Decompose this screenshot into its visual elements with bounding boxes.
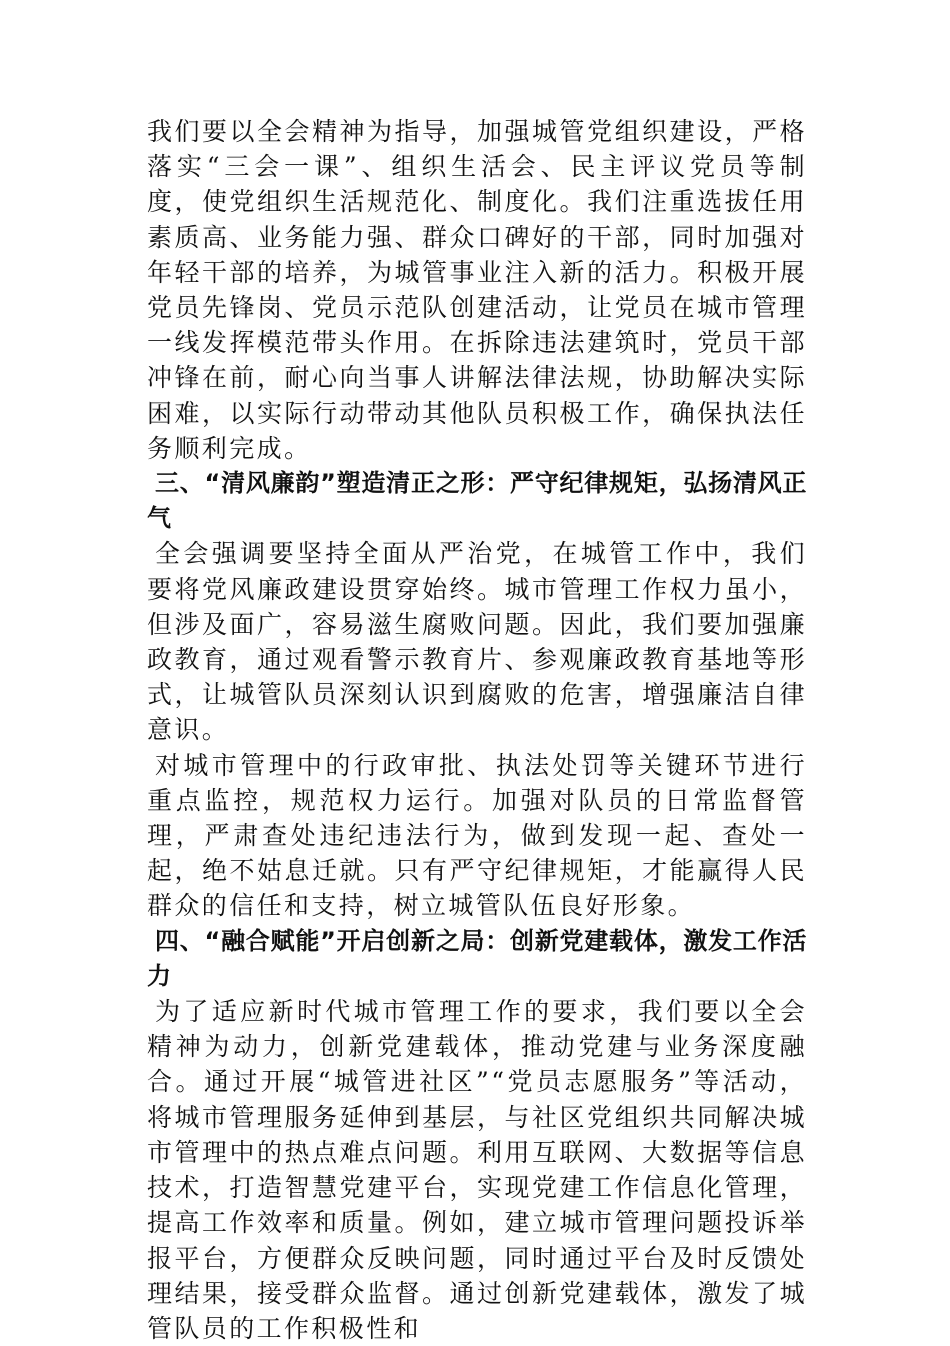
- section-heading: 三、“清风廉韵”塑造清正之形：严守纪律规矩，弘扬清风正气: [147, 469, 807, 533]
- body-paragraph: 我们要以全会精神为指导，加强城管党组织建设，严格落实“三会一课”、组织生活会、民主评议党员等制度，使党组织生活规范化、制度化。我们注重选拔任用素质高、业务能力强、群众口碑好的干部，同时加强对年轻干部的培养，为城管事业注入新的活力。积极开展党员先锋岗、党员示范队创建活动，让党员在城市管理一线发挥模范带头作用。在拆除违法建筑时，党员干部冲锋在前，耐心向当事人讲解法律法规，协助解决实际困难，以实际行动带动其他队员积极工作，确保执法任务顺利完成。: [147, 117, 807, 463]
- section-heading: 四、“融合赋能”开启创新之局：创新党建载体，激发工作活力: [147, 926, 807, 990]
- body-paragraph: 对城市管理中的行政审批、执法处罚等关键环节进行重点监控，规范权力运行。加强对队员的日常监督管理，严肃查处违纪违法行为，做到发现一起、查处一起，绝不姑息迁就。只有严守纪律规矩，才能赢得人民群众的信任和支持，树立城管队伍良好形象。: [147, 750, 807, 921]
- document-body: [147, 114, 807, 1346]
- body-paragraph: 为了适应新时代城市管理工作的要求，我们要以全会精神为动力，创新党建载体，推动党建与业务深度融合。通过开展“城管进社区”“党员志愿服务”等活动，将城市管理服务延伸到基层，与社区党组织共同解决城市管理中的热点难点问题。利用互联网、大数据等信息技术，打造智慧党建平台，实现党建工作信息化管理，提高工作效率和质量。例如，建立城市管理问题投诉举报平台，方便群众反映问题，同时通过平台及时反馈处理结果，接受群众监督。通过创新党建载体，激发了城管队员的工作积极性和: [147, 997, 807, 1343]
- body-paragraph: 全会强调要坚持全面从严治党，在城管工作中，我们要将党风廉政建设贯穿始终。城市管理工作权力虽小，但涉及面广，容易滋生腐败问题。因此，我们要加强廉政教育，通过观看警示教育片、参观廉政教育基地等形式，让城管队员深刻认识到腐败的危害，增强廉洁自律意识。: [147, 539, 807, 745]
